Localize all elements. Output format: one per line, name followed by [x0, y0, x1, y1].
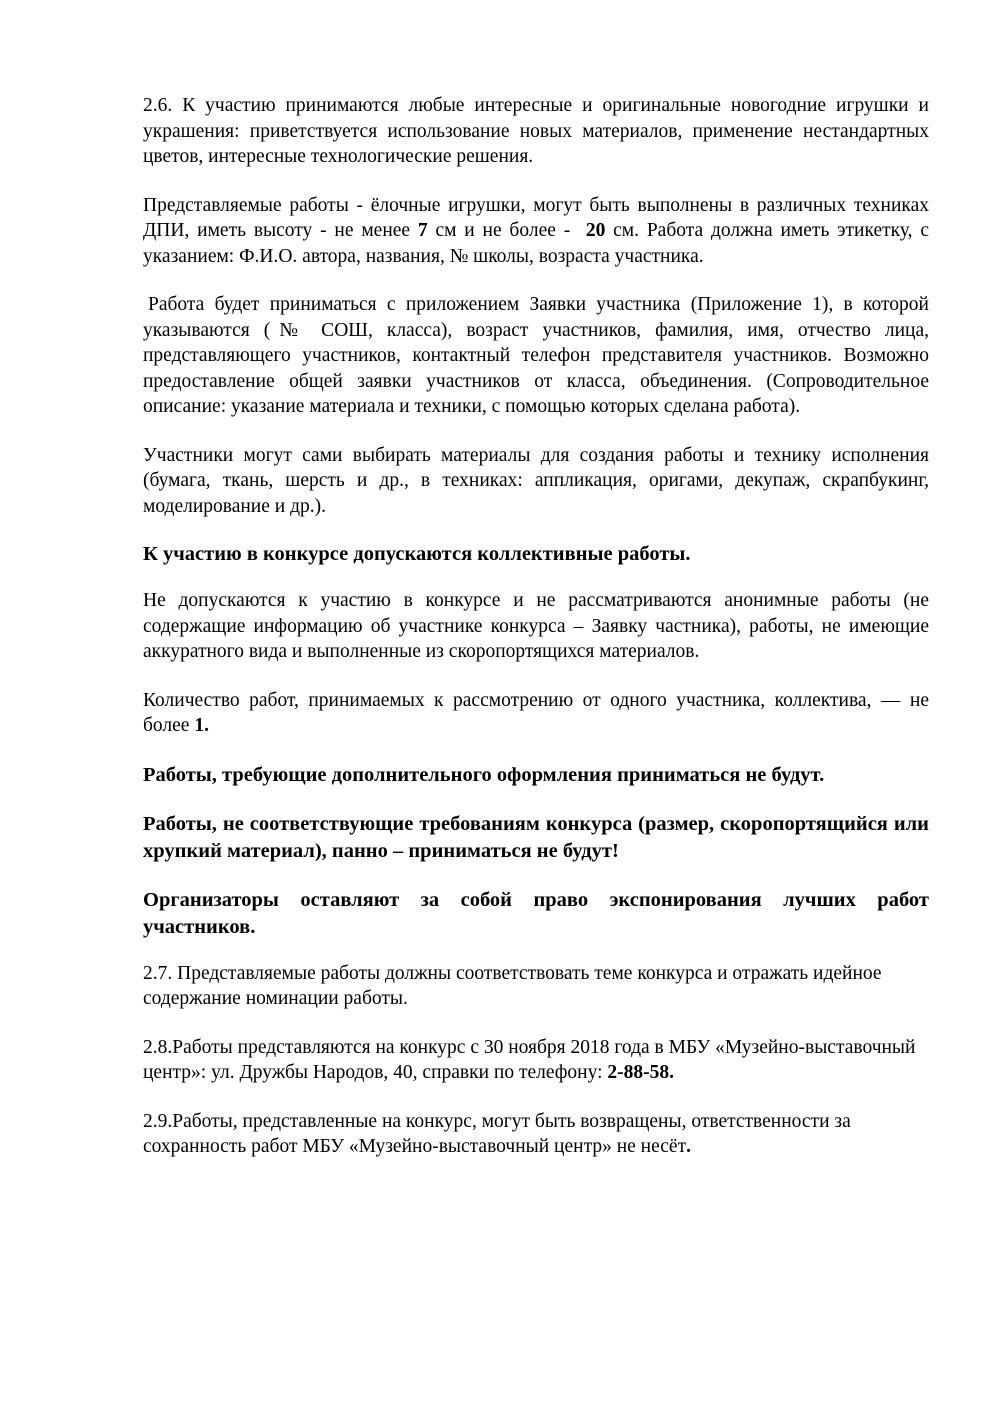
paragraph-requirements	[143, 193, 929, 270]
heading-nonconforming: Работы, не соответствующие требованиям конкурса (размер, скоропортящийся или хрупкий материал), панно – приниматься не будут!	[143, 812, 929, 862]
min-height-value: 7	[417, 220, 428, 241]
phone-number: 2-88-58.	[607, 1062, 674, 1083]
max-height-value: 20	[585, 220, 606, 241]
heading-exhibit-right: Организаторы оставляют за собой право экспонирования лучших работ участников.	[143, 888, 929, 938]
paragraph-2-9	[143, 1109, 929, 1160]
paragraph-anonymous: Не допускаются к участию в конкурсе и не рассматриваются анонимные работы (не содержащие информацию об участнике конкурса – Заявку частника), работы, не имеющие аккуратного вида и выполненные из скоропортящихся материалов.	[143, 590, 929, 662]
requirements-text-2: см и не более -	[427, 220, 586, 241]
quantity-limit: 1.	[194, 715, 209, 736]
submission-text: 2.8.Работы представляются на конкурс с 30 ноября 2018 года в МБУ «Музейно-выставочный центр»: ул. Дружбы Народов, 40, справки по телефону:	[143, 1036, 916, 1083]
document-page	[143, 93, 929, 1183]
paragraph-application: Работа будет приниматься с приложением Заявки участника (Приложение 1), в которой указываются (№ СОШ, класса), возраст участников, фамилия, имя, отчество лица, представляющего участников, контактный телефон представителя участников. Возможно предоставление общей заявки участников от класса, объединения. (Сопроводительное описание: указание материала и техники, с помощью которых сделана работа).	[143, 294, 929, 417]
heading-additional-design: Работы, требующие дополнительного оформления приниматься не будут.	[143, 763, 825, 786]
paragraph-materials: Участники могут сами выбирать материалы для создания работы и технику исполнения (бумага, ткань, шерсть и др., в техниках: аппликация, оригами, декупаж, скрапбукинг, моделирование и др.).	[143, 444, 929, 517]
paragraph-2-8	[143, 1035, 929, 1086]
return-text: 2.9.Работы, представленные на конкурс, могут быть возвращены, ответственности за сохранность работ МБУ «Музейно-выставочный центр» не несёт	[143, 1110, 851, 1157]
paragraph-2-6: 2.6. К участию принимаются любые интересные и оригинальные новогодние игрушки и украшения: приветствуется использование новых материалов, применение нестандартных цветов, интересные технологические решения.	[143, 95, 929, 167]
requirements-text-3: см. Работа должна иметь этикетку, с указанием: Ф.И.О. автора, названия, № школы, возраста участника.	[143, 220, 929, 267]
requirements-text-1: Представляемые работы - ёлочные игрушки, могут быть выполнены в различных техниках ДПИ, иметь высоту - не менее	[143, 194, 929, 241]
paragraph-quantity	[143, 688, 929, 739]
quantity-text: Количество работ, принимаемых к рассмотрению от одного участника, коллектива, — не более	[143, 689, 929, 736]
paragraph-2-7: 2.7. Представляемые работы должны соответствовать теме конкурса и отражать идейное содержание номинации работы.	[143, 962, 882, 1009]
return-text-end: .	[686, 1136, 691, 1157]
heading-collective-works: К участию в конкурсе допускаются коллективные работы.	[143, 543, 691, 565]
